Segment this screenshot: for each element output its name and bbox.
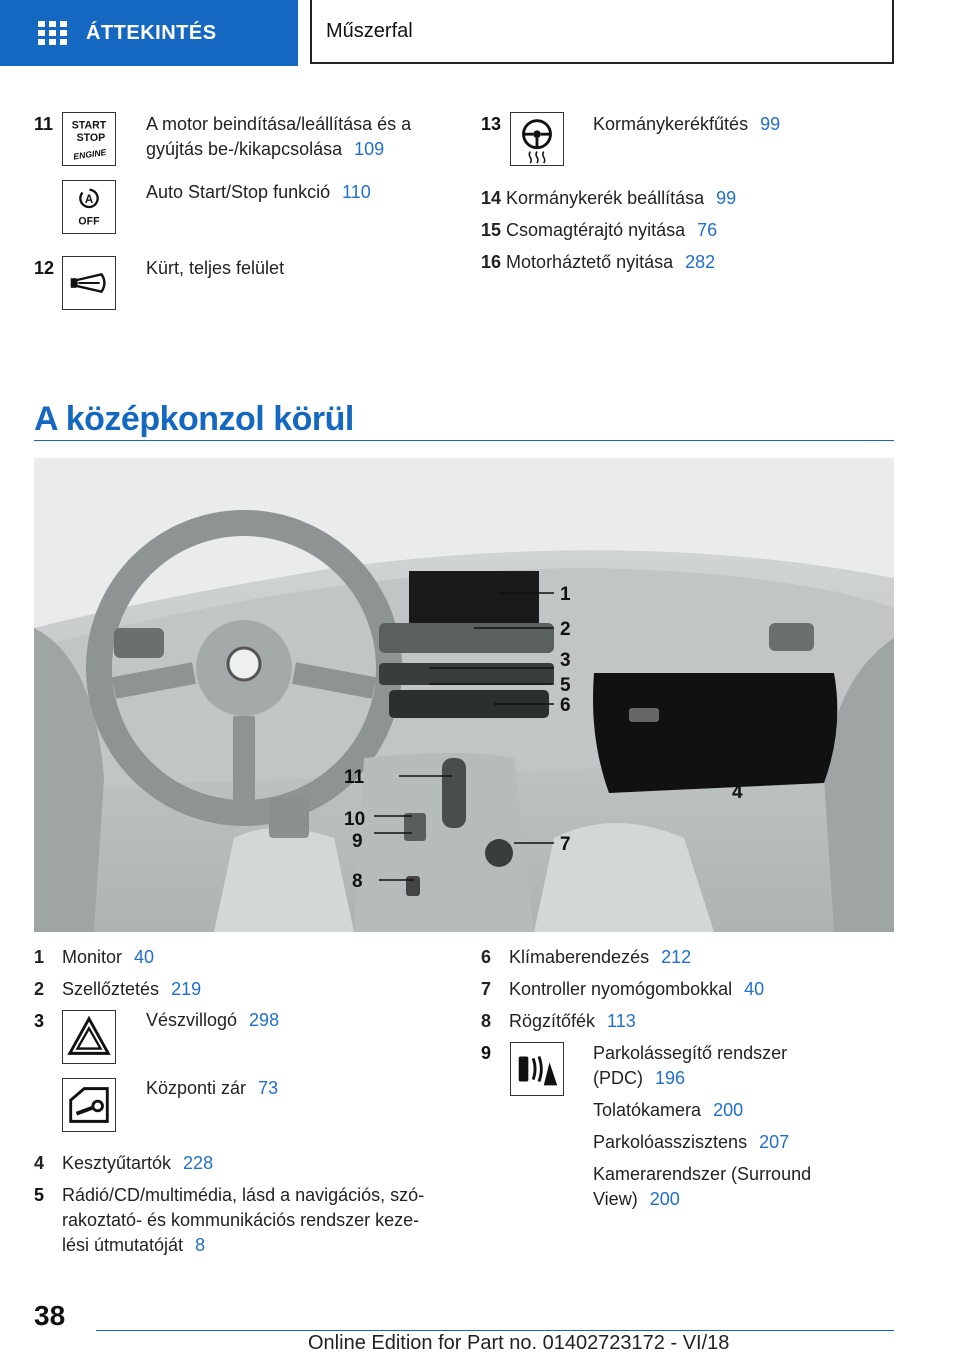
item-text: Központi zár [146,1078,247,1098]
steering-wheel-heating-icon [510,112,564,166]
item-number: 4 [34,1153,45,1173]
park-distance-control-icon [510,1042,564,1096]
page-reference-link[interactable]: 110 [342,182,371,202]
item-text: Kormánykerék beállítása [506,188,705,208]
header-section-tab[interactable] [0,0,298,66]
page-reference-link[interactable]: 219 [171,979,202,999]
item-number: 15 [481,220,502,240]
page-reference-link[interactable]: 8 [195,1235,206,1255]
item-text-line: (PDC) [593,1068,643,1088]
item-text: Auto Start/Stop funkció [146,182,331,202]
page-reference-link[interactable]: 73 [258,1078,279,1098]
item-text-line: lési útmutatóját [62,1235,184,1255]
page-reference-link[interactable]: 298 [249,1010,280,1030]
page-reference-link[interactable]: 40 [134,947,155,967]
item-number: 16 [481,252,502,272]
item-text: Parkolóasszisztens [593,1132,748,1152]
off-label: OFF [78,215,100,228]
stop-label: STOP [76,131,106,144]
page-reference-link[interactable]: 113 [607,1011,636,1031]
item-text: Kontroller nyomógombokkal [509,979,733,999]
subitem-block [593,1130,873,1155]
list-item [481,1009,891,1034]
photo-callout: 2 [560,619,571,640]
page-reference-link[interactable]: 99 [716,188,737,208]
start-stop-engine-icon [62,112,116,166]
item-number: 3 [34,1011,45,1031]
item-number: 14 [481,188,502,208]
heading-divider [34,440,894,441]
photo-callout: 6 [560,695,571,716]
item-description [146,1076,446,1101]
page-reference-link[interactable]: 200 [649,1189,680,1209]
item-text-line: Kamerarendszer (Surround [593,1164,812,1184]
item-text: Kürt, teljes felület [146,258,285,278]
list-item [34,977,454,1002]
engine-label: ENGINE [72,147,107,162]
auto-label: A [84,194,94,207]
photo-callout: 1 [560,584,571,605]
photo-callout: 10 [344,809,366,830]
page-number: 38 [34,1300,66,1331]
item-number: 2 [34,979,45,999]
item-description [146,180,446,205]
list-item [481,186,891,211]
list-item [34,945,454,970]
item-text-line: Rádió/CD/multimédia, lásd a navigációs, szó- [62,1185,425,1205]
start-label: START [71,119,107,132]
item-number: 9 [481,1043,492,1063]
item-text-line: View) [593,1189,638,1209]
page-reference-link[interactable]: 40 [744,979,765,999]
item-text: Csomagtérajtó nyitása [506,220,686,240]
subitem-block [593,1041,873,1091]
item-text: Vészvillogó [146,1010,238,1030]
item-text-line: rakoztató- és kommunikációs rendszer keze- [62,1210,420,1230]
list-item [481,250,891,275]
page-reference-link[interactable]: 212 [661,947,692,967]
photo-callout: 3 [560,650,571,671]
item-text: Motorháztető nyitása [506,252,674,272]
photo-callout: 4 [732,782,743,803]
page-reference-link[interactable]: 228 [183,1153,214,1173]
item-text: Monitor [62,947,123,967]
list-item [481,218,891,243]
dashboard-photo [34,458,894,932]
photo-callout: 5 [560,675,571,696]
footer-edition: Online Edition for Part no. 01402723172 - VI/18 [308,1332,730,1354]
header-section-name: Műszerfal [326,19,413,42]
footer-divider [96,1330,894,1331]
page-reference-link[interactable]: 207 [759,1132,790,1152]
item-text: Tolatókamera [593,1100,702,1120]
page-reference-link[interactable]: 282 [685,252,716,272]
item-number: 12 [34,258,55,278]
header-section-label-box [310,0,894,64]
item-description [62,1183,452,1258]
list-item [34,1151,454,1176]
item-description [146,256,446,281]
item-number: 5 [34,1185,45,1205]
grid-menu-icon [38,21,68,45]
item-text: Klímaberendezés [509,947,650,967]
page-reference-link[interactable]: 76 [697,220,718,240]
photo-callout: 8 [352,871,363,892]
item-text: A motor beindítása/leállítása és a gyújtás be-/kikapcsolása [146,114,412,159]
auto-start-stop-off-icon [62,180,116,234]
page-reference-link[interactable]: 109 [354,139,385,159]
section-heading: A középkonzol körül [34,400,354,438]
list-item [481,945,891,970]
item-number: 7 [481,979,492,999]
item-text: Szellőztetés [62,979,160,999]
photo-callout: 11 [344,767,365,788]
central-locking-icon [62,1078,116,1132]
item-number: 6 [481,947,492,967]
hazard-warning-icon [62,1010,116,1064]
subitem-block [593,1162,873,1212]
item-description [146,1008,446,1033]
horn-icon [62,256,116,310]
page-reference-link[interactable]: 200 [713,1100,744,1120]
item-text-line: Parkolássegítő rendszer [593,1043,788,1063]
photo-callout: 9 [352,831,363,852]
page-reference-link[interactable]: 196 [655,1068,686,1088]
page-reference-link[interactable]: 99 [760,114,781,134]
item-description [146,112,446,162]
list-item [481,977,891,1002]
item-text: Kormánykerékfűtés [593,114,749,134]
item-number: 11 [34,114,54,134]
header-title: ÁTTEKINTÉS [86,21,217,44]
item-description [593,112,873,137]
item-text: Kesztyűtartók [62,1153,172,1173]
item-text: Rögzítőfék [509,1011,596,1031]
item-number: 8 [481,1011,492,1031]
photo-callout: 7 [560,834,571,855]
item-number: 13 [481,114,502,134]
item-number: 1 [34,947,45,967]
subitem-block [593,1098,873,1123]
